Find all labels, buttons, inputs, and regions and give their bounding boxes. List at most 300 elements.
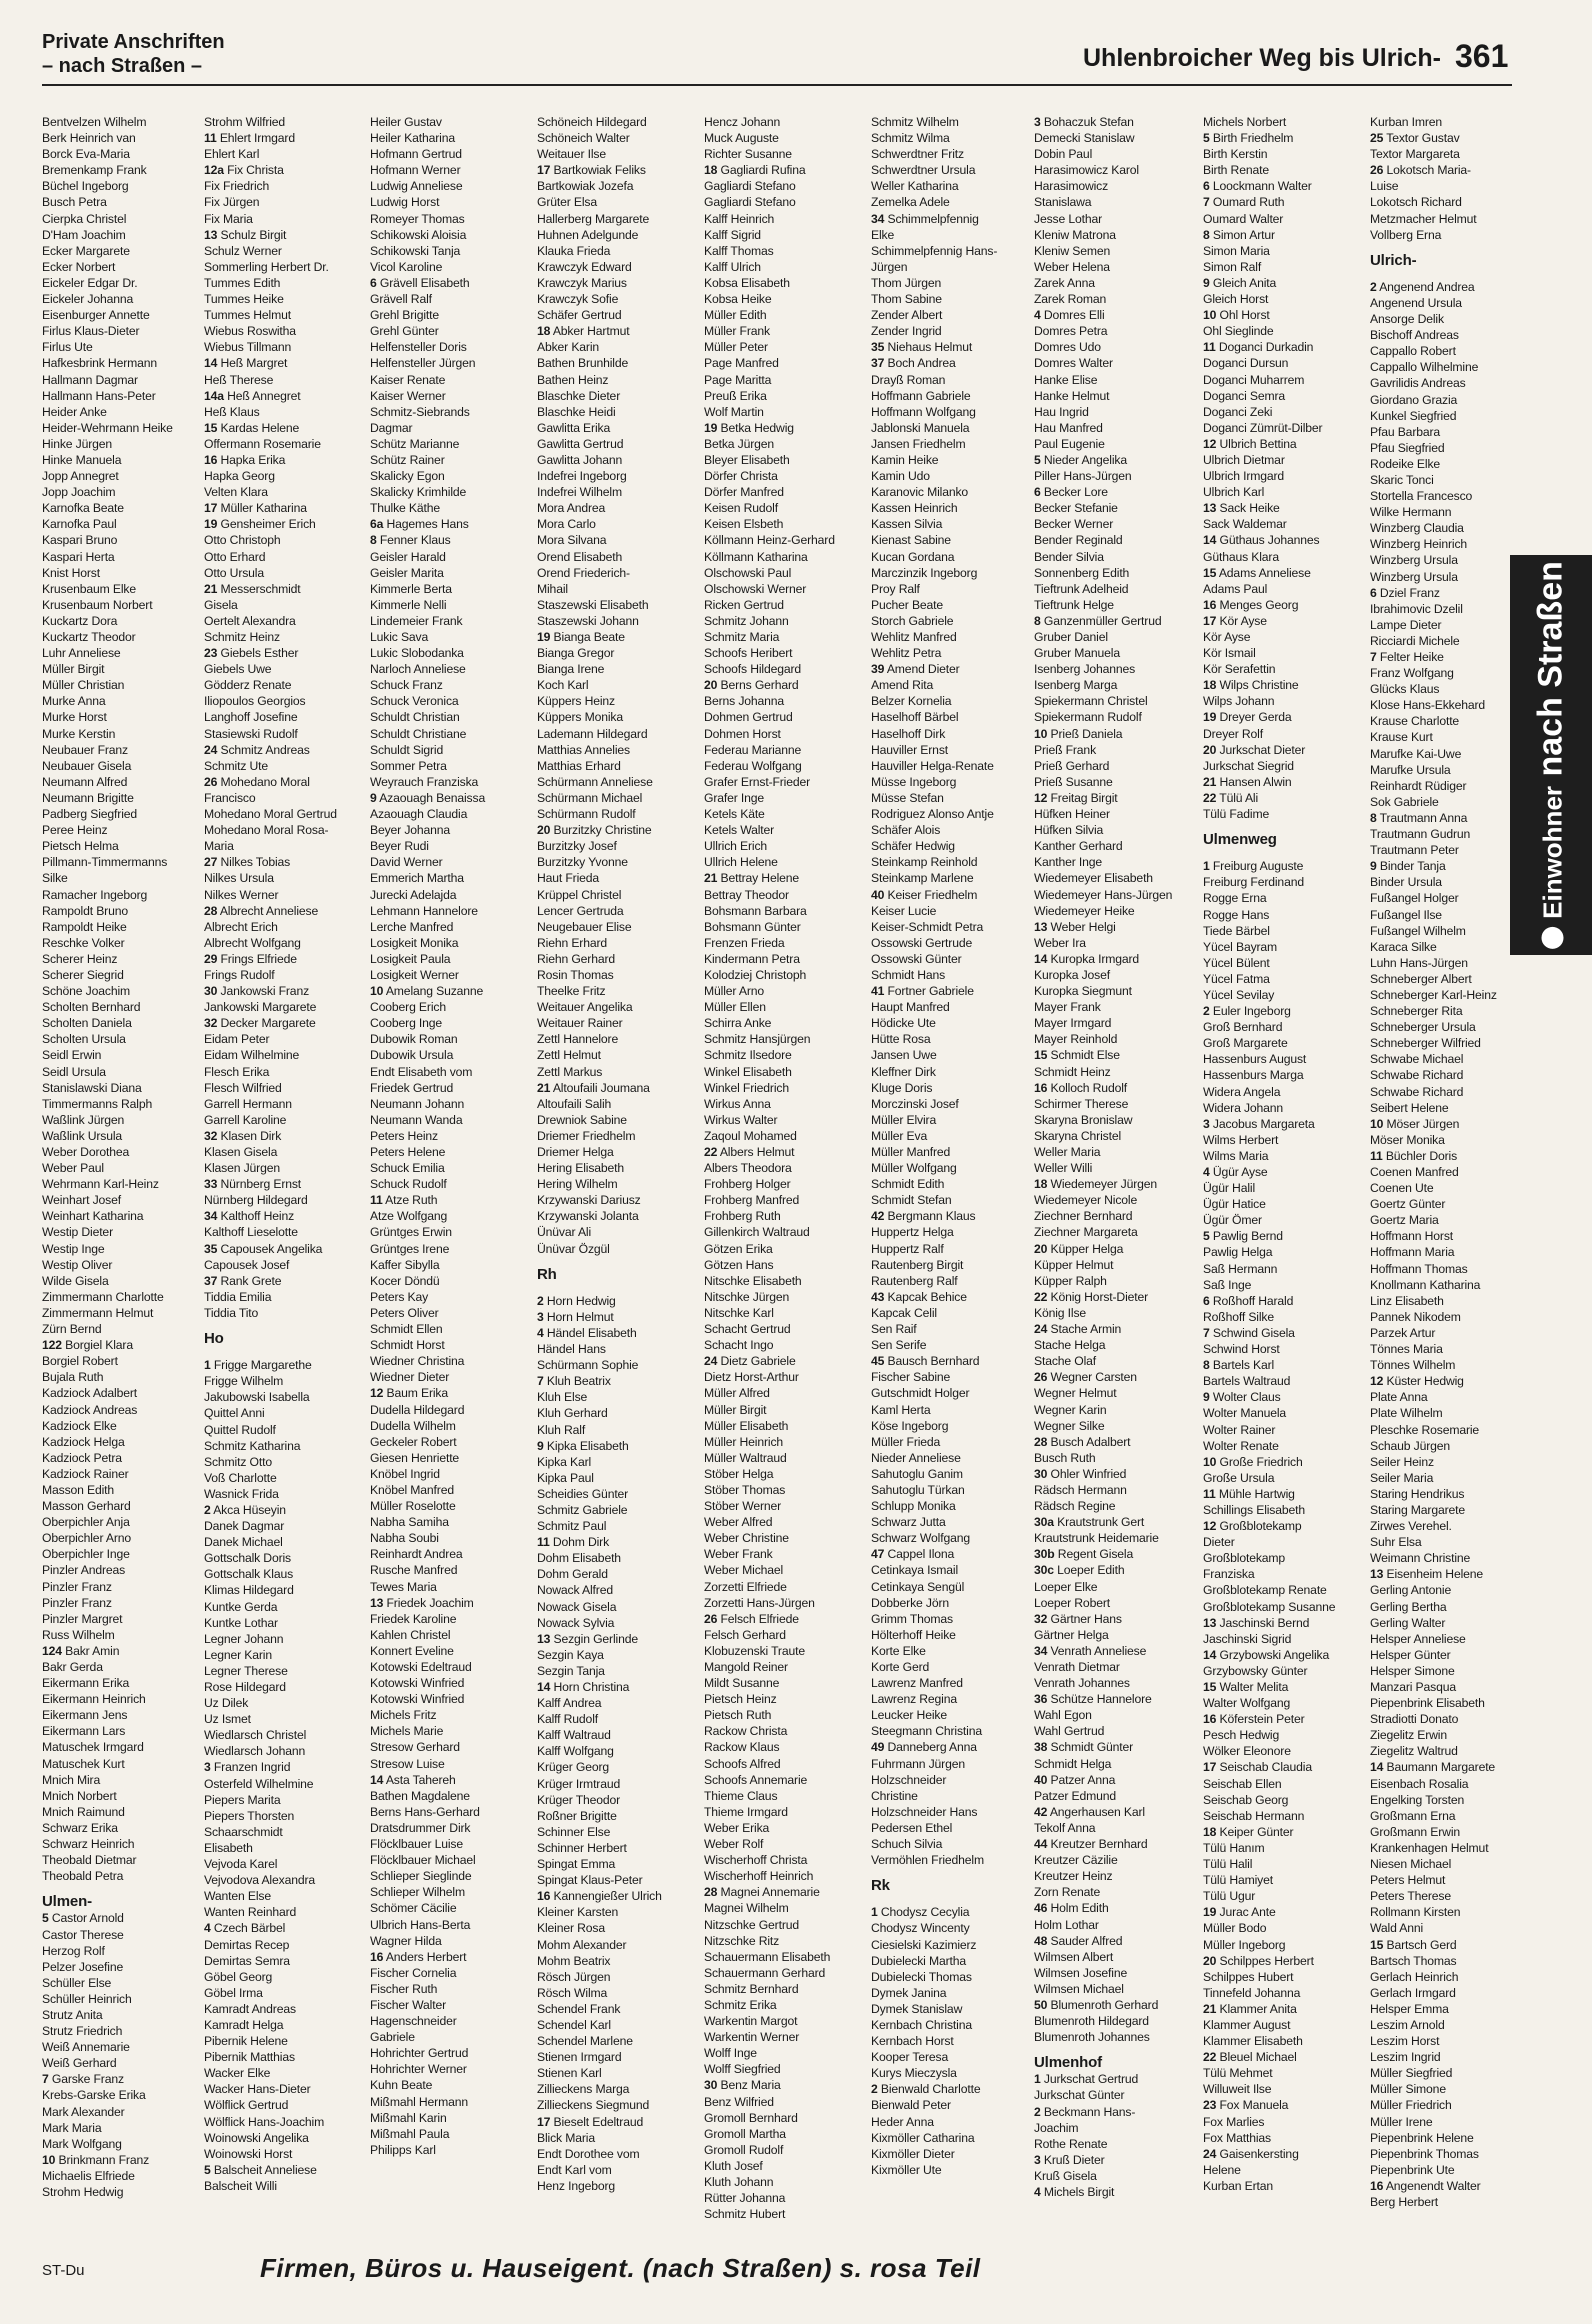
resident-entry: Schmitz Johann xyxy=(704,613,789,628)
resident-entry: 30 Benz Maria xyxy=(704,2078,781,2093)
street-heading: Rk xyxy=(871,1878,890,1895)
resident-entry: Narloch Anneliese xyxy=(370,662,466,677)
resident-entry: Schuldt Sigrid xyxy=(370,742,444,757)
resident-entry: Tönnes Maria xyxy=(1370,1342,1443,1357)
house-number: 32 xyxy=(1034,1611,1048,1626)
resident-entry: Tieftrunk Adelheid xyxy=(1034,581,1129,596)
resident-entry: Mnich Mira xyxy=(42,1772,101,1787)
spacer xyxy=(1034,2045,1198,2055)
resident-entry: 17 Kör Ayse xyxy=(1203,613,1267,628)
resident-entry: Kuropka Josef xyxy=(1034,967,1110,982)
resident-entry: Murke Anna xyxy=(42,694,106,709)
resident-entry: Pietsch Helma xyxy=(42,839,119,854)
house-number: 6 xyxy=(1203,1293,1210,1308)
house-number: 21 xyxy=(1203,2001,1217,2016)
resident-entry: Weber Alfred xyxy=(704,1515,773,1530)
resident-entry: 9 Wolter Claus xyxy=(1203,1390,1281,1405)
resident-entry: Heider Anke xyxy=(42,404,107,419)
spacer xyxy=(42,1884,206,1894)
resident-entry: Schoofs Annemarie xyxy=(704,1772,808,1787)
resident-entry: Piepenbrink Helene xyxy=(1370,2130,1474,2145)
resident-entry: 11 Dohm Dirk xyxy=(537,1535,610,1550)
resident-entry: Seidl Erwin xyxy=(42,1048,102,1063)
resident-entry: Stienen Irmgard xyxy=(537,2050,622,2065)
resident-entry: Schmidt Edith xyxy=(871,1177,945,1192)
resident-entry: Sahutoglu Ganim xyxy=(871,1466,963,1481)
resident-entry: Indefrei Wilhelm xyxy=(537,485,622,500)
resident-entry: Bleyer Elisabeth xyxy=(704,452,790,467)
resident-entry: Tieftrunk Helge xyxy=(1034,597,1114,612)
resident-entry: Drewniok Sabine xyxy=(537,1112,627,1127)
resident-entry: Schöneich Walter xyxy=(537,131,630,146)
resident-entry: Eisenbach Rosalia xyxy=(1370,1776,1469,1791)
resident-entry: 28 Magnei Annemarie xyxy=(704,1885,820,1900)
resident-entry: Pibernik Helene xyxy=(204,2034,288,2049)
house-number: 14 xyxy=(1203,1647,1217,1662)
resident-entry: 30 Jankowski Franz xyxy=(204,984,310,999)
resident-entry: Schürmann Rudolf xyxy=(537,807,636,822)
house-number: 6 xyxy=(370,275,377,290)
resident-entry: Ansorge Delik xyxy=(1370,312,1444,327)
resident-entry: Müller Birgit xyxy=(42,662,105,677)
resident-entry: 46 Holm Edith xyxy=(1034,1901,1109,1916)
resident-entry: Schmidt Stefan xyxy=(871,1193,952,1208)
directory-column xyxy=(1034,114,1198,2200)
resident-entry: Isenberg Marga xyxy=(1034,678,1118,693)
resident-entry: Westip Oliver xyxy=(42,1257,113,1272)
resident-entry: Kalthoff Lieselotte xyxy=(204,1225,298,1240)
resident-entry: Schwerdtner Ursula xyxy=(871,163,976,178)
resident-entry: Page Manfred xyxy=(704,356,779,371)
resident-entry: Timmermanns Ralph xyxy=(42,1096,153,1111)
resident-entry: Wanten Reinhard xyxy=(204,1905,297,1920)
resident-entry: Keisen Elsbeth xyxy=(704,517,784,532)
resident-entry: Kuhn Beate xyxy=(370,2078,433,2093)
resident-entry: 14 Güthaus Johannes xyxy=(1203,533,1320,548)
resident-entry: Schendel Karl xyxy=(537,2017,611,2032)
resident-entry: 44 Kreutzer Bernhard xyxy=(1034,1837,1148,1852)
resident-entry: Karnofka Paul xyxy=(42,517,117,532)
resident-entry: Bender Reginald xyxy=(1034,533,1123,548)
resident-entry: Kuntke Gerda xyxy=(204,1599,278,1614)
house-number: 14 xyxy=(370,1772,384,1787)
resident-entry: Kobsa Heike xyxy=(704,292,772,307)
resident-entry: Kalff Wolfgang xyxy=(537,1744,614,1759)
house-number: 34 xyxy=(1034,1643,1048,1658)
resident-entry: Kapcak Celil xyxy=(871,1305,937,1320)
house-number: 10 xyxy=(370,984,384,999)
resident-entry: Kotowski Winfried xyxy=(370,1676,465,1691)
header-title xyxy=(42,30,225,78)
resident-entry: Weyrauch Franziska xyxy=(370,774,479,789)
resident-entry: Kimmerle Nelli xyxy=(370,597,447,612)
house-number: 15 xyxy=(1034,1048,1048,1063)
resident-entry: Dohmen Horst xyxy=(704,726,781,741)
resident-entry: Burzitzky Josef xyxy=(537,839,617,854)
resident-entry: Cierpka Christel xyxy=(42,211,127,226)
resident-entry: Mayer Irmgard xyxy=(1034,1016,1112,1031)
resident-entry: Mark Alexander xyxy=(42,2104,125,2119)
resident-entry: Demecki Stanislaw xyxy=(1034,131,1135,146)
street-heading: Ulrich- xyxy=(1370,252,1417,269)
house-number: 14 xyxy=(204,356,218,371)
resident-entry: 35 Niehaus Helmut xyxy=(871,340,973,355)
house-number: 26 xyxy=(204,774,218,789)
resident-entry: Grävell Ralf xyxy=(370,292,432,307)
resident-entry: Gödderz Renate xyxy=(204,678,292,693)
resident-entry: Ügür Hatice xyxy=(1203,1197,1266,1212)
resident-entry: Peree Heinz xyxy=(42,823,108,838)
house-number: 43 xyxy=(871,1289,885,1304)
resident-entry: Hödicke Ute xyxy=(871,1016,936,1031)
directory-column xyxy=(537,114,701,2194)
resident-entry: Pietsch Heinz xyxy=(704,1692,777,1707)
resident-entry: Tummes Edith xyxy=(204,275,281,290)
house-number: 1 xyxy=(1203,859,1210,874)
resident-entry: Fischer Walter xyxy=(370,1997,446,2012)
resident-entry: Schuch Silvia xyxy=(871,1837,943,1852)
resident-entry: 7 Kluh Beatrix xyxy=(537,1374,611,1389)
resident-entry: Weinhart Katharina xyxy=(42,1209,144,1224)
resident-entry: Schillings Elisabeth xyxy=(1203,1502,1306,1517)
resident-entry: Wiedemeyer Heike xyxy=(1034,903,1135,918)
resident-entry: 20 Jurkschat Dieter xyxy=(1203,742,1306,757)
house-number: 2 xyxy=(871,2082,878,2097)
resident-entry: Möser Monika xyxy=(1370,1132,1445,1147)
resident-entry: Endt Dorothee vom xyxy=(537,2146,640,2161)
resident-entry: Schneberger Rita xyxy=(1370,1004,1463,1019)
resident-entry: Scherer Siegrid xyxy=(42,967,124,982)
resident-entry: 8 Bartels Karl xyxy=(1203,1358,1275,1373)
resident-entry: Ügür Ömer xyxy=(1203,1213,1262,1228)
resident-entry: Bentvelzen Wilhelm xyxy=(42,115,147,129)
house-number: 23 xyxy=(1203,2098,1217,2113)
resident-entry: Quittel Rudolf xyxy=(204,1422,276,1437)
resident-entry: Schmitz Gabriele xyxy=(537,1502,628,1517)
resident-entry: Schaarschmidt xyxy=(204,1824,283,1839)
resident-entry: Weber Dorothea xyxy=(42,1145,130,1159)
resident-entry: Kaspari Bruno xyxy=(42,533,118,548)
resident-entry: Felsch Gerhard xyxy=(704,1627,786,1642)
house-number: 36 xyxy=(1034,1692,1048,1707)
resident-entry: Weiß Gerhard xyxy=(42,2056,117,2071)
house-number: 30c xyxy=(1034,1563,1054,1578)
resident-entry: Pelzer Josefine xyxy=(42,1959,124,1974)
resident-entry: Leszim Arnold xyxy=(1370,2017,1445,2032)
resident-entry: Dudella Wilhelm xyxy=(370,1418,456,1433)
resident-entry: Ziechner Margareta xyxy=(1034,1225,1138,1240)
resident-entry: Köllmann Katharina xyxy=(704,549,808,564)
resident-entry: Kadziock Elke xyxy=(42,1418,117,1433)
resident-entry: Peters Helene xyxy=(370,1145,446,1159)
resident-entry: Kuntke Lothar xyxy=(204,1615,278,1630)
resident-entry: 24 Schmitz Andreas xyxy=(204,742,310,757)
resident-entry: Romeyer Thomas xyxy=(370,211,465,226)
resident-entry: Cooberg Inge xyxy=(370,1016,443,1031)
resident-entry: Scheidies Günter xyxy=(537,1486,629,1501)
resident-entry: Burzitzky Yvonne xyxy=(537,855,628,870)
resident-entry: Steinkamp Marlene xyxy=(871,871,974,886)
resident-entry: Güthaus Klara xyxy=(1203,549,1279,564)
house-number: 16 xyxy=(204,452,218,467)
resident-entry: Keiser Lucie xyxy=(871,903,937,918)
resident-entry: Warkentin Werner xyxy=(704,2030,800,2045)
house-number: 2 xyxy=(537,1293,544,1308)
resident-entry: 17 Bartkowiak Feliks xyxy=(537,163,646,178)
resident-entry: 30 Ohler Winfried xyxy=(1034,1466,1127,1481)
resident-entry: Hau Ingrid xyxy=(1034,404,1089,419)
footer-note: Firmen, Büros u. Hauseigent. (nach Straßen) s. rosa Teil xyxy=(260,2253,981,2283)
resident-entry: Bianga Irene xyxy=(537,662,605,677)
resident-entry: Köse Ingeborg xyxy=(871,1418,949,1433)
house-number: 15 xyxy=(204,420,218,435)
resident-entry: Lerche Manfred xyxy=(370,919,454,934)
resident-entry: Stienen Karl xyxy=(537,2066,602,2081)
resident-entry: Grehl Brigitte xyxy=(370,308,440,323)
resident-entry: Kalff Ulrich xyxy=(704,259,761,274)
house-number: 12 xyxy=(1370,1374,1384,1389)
resident-entry: Zettl Hannelore xyxy=(537,1032,619,1047)
resident-entry: Riehn Gerhard xyxy=(537,951,615,966)
resident-entry: Krzywanski Dariusz xyxy=(537,1193,641,1208)
house-number: 12 xyxy=(1203,436,1217,451)
resident-entry: Skalicky Egon xyxy=(370,469,445,484)
resident-entry: Kör Serafettin xyxy=(1203,662,1276,677)
resident-entry: Pillmann-Timmermanns xyxy=(42,855,168,870)
house-number: 7 xyxy=(1203,1325,1210,1340)
resident-entry: Weitauer Ilse xyxy=(537,147,606,162)
house-number: 8 xyxy=(1203,1358,1210,1373)
resident-entry: Firlus Klaus-Dieter xyxy=(42,324,140,339)
house-number: 19 xyxy=(704,420,718,435)
resident-entry: Müller Irene xyxy=(1370,2114,1433,2129)
resident-entry: Thieme Claus xyxy=(704,1788,778,1803)
resident-entry: Geisler Marita xyxy=(370,565,444,580)
resident-entry: Wilmsen Michael xyxy=(1034,1981,1124,1996)
resident-entry: Weber Ira xyxy=(1034,935,1086,950)
resident-entry: Kotowski Edeltraud xyxy=(370,1660,472,1674)
resident-entry: Lawrenz Manfred xyxy=(871,1676,963,1691)
house-number: 18 xyxy=(1034,1177,1048,1192)
resident-entry: Dymek Janina xyxy=(871,1985,947,2000)
house-number: 13 xyxy=(1370,1567,1384,1582)
resident-entry: 16 Hapka Erika xyxy=(204,452,286,467)
resident-entry: 3 Kruß Dieter xyxy=(1034,2152,1105,2167)
resident-entry: Gerling Bertha xyxy=(1370,1599,1447,1614)
resident-entry: Schmitz Ilsedore xyxy=(704,1048,792,1063)
resident-entry: Yücel Bülent xyxy=(1203,955,1270,970)
resident-entry: Plate Anna xyxy=(1370,1390,1428,1405)
resident-entry: Gagliardi Stefano xyxy=(704,195,796,210)
resident-entry: Nilkes Ursula xyxy=(204,871,274,886)
resident-entry: Zaqoul Mohamed xyxy=(704,1128,797,1143)
house-number: 26 xyxy=(704,1611,718,1626)
resident-entry: Kixmöller Catharina xyxy=(871,2130,975,2145)
resident-entry: Yücel Sevilay xyxy=(1203,987,1275,1002)
resident-entry: 13 Weber Helgi xyxy=(1034,919,1116,934)
resident-entry: Danek Michael xyxy=(204,1535,283,1550)
house-number: 14 xyxy=(537,1680,551,1694)
resident-entry: 14 Horn Christina xyxy=(537,1680,630,1694)
resident-entry: Fox Marlies xyxy=(1203,2114,1265,2129)
resident-entry: Nürnberg Hildegard xyxy=(204,1193,308,1208)
resident-entry: 10 Möser Jürgen xyxy=(1370,1116,1460,1131)
resident-entry: Hassenburs August xyxy=(1203,1052,1307,1067)
house-number: 5 xyxy=(1203,131,1210,146)
resident-entry: Hohrichter Werner xyxy=(370,2062,467,2077)
street-heading: Ulmen- xyxy=(42,1894,92,1911)
resident-entry: Haut Frieda xyxy=(537,871,600,886)
resident-entry: Kadziock Andreas xyxy=(42,1402,138,1417)
resident-entry: Coenen Manfred xyxy=(1370,1165,1459,1179)
resident-entry: Gerling Antonie xyxy=(1370,1583,1452,1598)
resident-entry: Schwabe Michael xyxy=(1370,1052,1464,1067)
resident-entry: 2 Horn Hedwig xyxy=(537,1293,616,1308)
resident-entry: Wiedner Christina xyxy=(370,1354,465,1369)
resident-entry: Kurys Mieczysla xyxy=(871,2066,957,2081)
resident-entry: Tönnes Wilhelm xyxy=(1370,1358,1456,1373)
resident-entry: 9 Azaouagh Benaissa xyxy=(370,790,486,805)
resident-entry: Strutz Friedrich xyxy=(42,2024,123,2039)
directory-column xyxy=(871,114,1035,2178)
house-number: 9 xyxy=(1370,859,1377,874)
resident-entry: 4 Händel Elisabeth xyxy=(537,1325,637,1340)
resident-entry: Kalff Waltraud xyxy=(537,1728,611,1743)
resident-entry: Küpper Helmut xyxy=(1034,1257,1114,1272)
house-number: 41 xyxy=(871,984,885,999)
house-number: 28 xyxy=(204,903,218,918)
resident-entry: Altoufaili Salih xyxy=(537,1096,612,1111)
resident-entry: Ulbrich Irmgard xyxy=(1203,469,1285,484)
resident-entry: 2 Bienwald Charlotte xyxy=(871,2082,981,2097)
resident-entry: 15 Bartsch Gerd xyxy=(1370,1937,1457,1952)
resident-entry: 16 Angenendt Walter xyxy=(1370,2178,1481,2193)
house-number: 19 xyxy=(1203,1905,1217,1920)
spacer xyxy=(537,1257,701,1267)
resident-entry: 30b Regent Gisela xyxy=(1034,1547,1134,1562)
resident-entry: Vermöhlen Friedhelm xyxy=(871,1853,984,1868)
resident-entry: Wagner Hilda xyxy=(370,1933,442,1948)
resident-entry: Groß Bernhard xyxy=(1203,1020,1283,1035)
resident-entry: Ludwig Horst xyxy=(370,195,440,210)
resident-entry: Vicol Karoline xyxy=(370,259,443,274)
resident-entry: Kleiner Rosa xyxy=(537,1921,605,1936)
resident-entry: David Werner xyxy=(370,855,443,870)
resident-entry: Weller Katharina xyxy=(871,179,959,194)
resident-entry: Müller Waltraud xyxy=(704,1450,787,1465)
resident-entry: Strohm Hedwig xyxy=(42,2185,124,2199)
resident-entry: Lademann Hildegard xyxy=(537,726,648,741)
resident-entry: Piepenbrink Thomas xyxy=(1370,2146,1479,2161)
resident-entry: Tülü Halil xyxy=(1203,1857,1253,1872)
resident-entry: Christine xyxy=(871,1788,918,1803)
resident-entry: Grafer Ernst-Frieder xyxy=(704,774,811,789)
resident-entry: 21 Bettray Helene xyxy=(704,871,800,886)
resident-entry: Gerling Walter xyxy=(1370,1615,1446,1630)
house-number: 42 xyxy=(871,1209,885,1224)
resident-entry: Schütz Marianne xyxy=(370,436,460,451)
resident-entry: Masson Edith xyxy=(42,1482,115,1497)
resident-entry: Helfensteller Jürgen xyxy=(370,356,476,371)
house-number: 18 xyxy=(1203,678,1217,693)
resident-entry: Nitzschke Gertrud xyxy=(704,1917,799,1932)
resident-entry: Reschke Volker xyxy=(42,935,125,950)
resident-entry: Krankenhagen Helmut xyxy=(1370,1840,1489,1855)
house-number: 12a xyxy=(204,163,224,178)
house-number: 22 xyxy=(1203,2050,1217,2065)
resident-entry: Rodriguez Alonso Antje xyxy=(871,807,994,822)
resident-entry: 47 Cappel Ilona xyxy=(871,1547,955,1562)
resident-entry: Huppertz Ralf xyxy=(871,1241,944,1256)
resident-entry: Mißmahl Karin xyxy=(370,2110,447,2125)
resident-entry: Keiser-Schmidt Petra xyxy=(871,919,984,934)
resident-entry: Wasnick Frida xyxy=(204,1486,279,1501)
resident-entry: Hölterhoff Heike xyxy=(871,1627,956,1642)
resident-entry: Kalff Sigrid xyxy=(704,227,761,242)
resident-entry: Schmitz Wilhelm xyxy=(871,115,959,129)
resident-entry: Jansen Uwe xyxy=(871,1048,937,1063)
resident-entry: Hapka Georg xyxy=(204,469,275,484)
house-number: 4 xyxy=(1034,2185,1041,2199)
resident-entry: Ludwig Anneliese xyxy=(370,179,463,194)
resident-entry: Woinowski Angelika xyxy=(204,2130,309,2145)
resident-entry: Schwarz Heinrich xyxy=(42,1837,135,1852)
house-number: 2 xyxy=(204,1502,211,1517)
resident-entry: Winkel Elisabeth xyxy=(704,1064,792,1079)
resident-entry: 20 Berns Gerhard xyxy=(704,678,799,693)
resident-entry: Wahl Egon xyxy=(1034,1708,1092,1723)
resident-entry: Kipka Paul xyxy=(537,1470,594,1485)
resident-entry: Rampoldt Heike xyxy=(42,919,127,934)
resident-entry: Köllmann Heinz-Gerhard xyxy=(704,533,835,548)
resident-entry: 42 Angerhausen Karl xyxy=(1034,1804,1145,1819)
resident-entry: Firlus Ute xyxy=(42,340,93,355)
house-number: 19 xyxy=(1203,710,1217,725)
resident-entry: 6 Loockmann Walter xyxy=(1203,179,1312,194)
resident-entry: Müller Simone xyxy=(1370,2082,1446,2097)
resident-entry: Marufke Kai-Uwe xyxy=(1370,746,1462,761)
resident-entry: Wiedemeyer Hans-Jürgen xyxy=(1034,887,1173,902)
resident-entry: Müller Frieda xyxy=(871,1434,941,1449)
resident-entry: Stanislawa xyxy=(1034,195,1092,210)
resident-entry: Jesse Lothar xyxy=(1034,211,1102,226)
resident-entry: 5 Castor Arnold xyxy=(42,1911,124,1926)
house-number: 28 xyxy=(704,1885,718,1900)
resident-entry: Ketels Walter xyxy=(704,823,775,838)
resident-entry: Kamin Udo xyxy=(871,469,930,484)
resident-entry: Fußangel Wilhelm xyxy=(1370,923,1466,938)
resident-entry: 1 Freiburg Auguste xyxy=(1203,859,1304,874)
resident-entry: 15 Walter Melita xyxy=(1203,1680,1289,1694)
resident-entry: Götzen Erika xyxy=(704,1241,773,1256)
resident-entry: Blick Maria xyxy=(537,2130,595,2145)
resident-entry: Venrath Dietmar xyxy=(1034,1660,1120,1674)
resident-entry: 1 Frigge Margarethe xyxy=(204,1358,312,1373)
resident-entry: 21 Altoufaili Joumana xyxy=(537,1080,650,1095)
resident-entry: 5 Birth Friedhelm xyxy=(1203,131,1294,146)
resident-entry: Schwabe Richard xyxy=(1370,1068,1464,1083)
resident-entry: Rädsch Hermann xyxy=(1034,1482,1127,1497)
resident-entry: Ullrich Helene xyxy=(704,855,778,870)
resident-entry: Bartels Waltraud xyxy=(1203,1374,1291,1389)
resident-entry: Joachim xyxy=(1034,2120,1079,2135)
resident-entry: Schmitz Otto xyxy=(204,1454,272,1469)
resident-entry: Woinowski Horst xyxy=(204,2146,293,2161)
resident-entry: Schendel Marlene xyxy=(537,2034,633,2049)
resident-entry: Seischab Hermann xyxy=(1203,1808,1305,1823)
resident-entry: Michels Marie xyxy=(370,1724,444,1739)
resident-entry: Parzek Artur xyxy=(1370,1325,1436,1340)
